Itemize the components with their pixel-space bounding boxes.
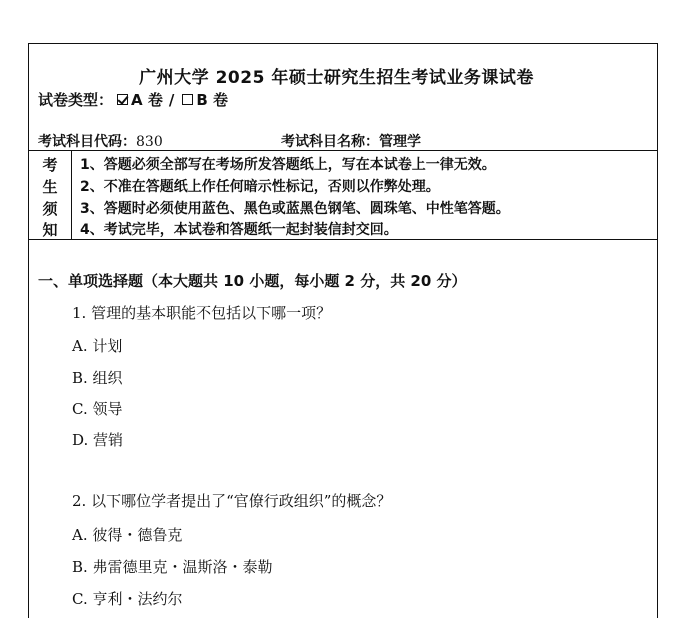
checkbox-checked-icon	[117, 94, 128, 105]
question-option: C. 领导	[72, 400, 123, 418]
question-stem: 2. 以下哪位学者提出了“官僚行政组织”的概念？	[72, 492, 392, 510]
question-option: B. 组织	[72, 369, 123, 387]
paper-type-separator: /	[168, 90, 175, 109]
question-stem: 1. 管理的基本职能不包括以下哪一项？	[72, 304, 332, 322]
question-option: D. 营销	[72, 431, 124, 449]
question-option: C. 亨利・法约尔	[72, 590, 183, 608]
question-option: A. 彼得・德鲁克	[72, 526, 183, 544]
subject-code-value: 830	[136, 134, 163, 150]
notice-item: 2、不准在答题纸上作任何暗示性标记，否则以作弊处理。	[80, 179, 440, 195]
notice-item: 4、考试完毕，本试卷和答题纸一起封装信封交回。	[80, 222, 398, 238]
paper-type-row	[38, 89, 228, 110]
notice-label-char: 生	[42, 178, 58, 196]
exam-title: 广州大学 2025 年硕士研究生招生考试业务课试卷	[139, 68, 534, 88]
checkbox-empty-icon	[182, 94, 193, 105]
notice-item: 1、答题必须全部写在考场所发答题纸上，写在本试卷上一律无效。	[80, 157, 496, 173]
section-heading: 一、单项选择题（本大题共 10 小题，每小题 2 分，共 20 分）	[38, 272, 467, 290]
notice-label-char: 知	[42, 221, 58, 239]
subject-code-label: 考试科目代码：	[38, 134, 136, 150]
paper-type-option-b: B 卷	[196, 91, 228, 109]
subject-name-value: 管理学	[379, 134, 421, 150]
paper-type-label: 试卷类型：	[38, 91, 114, 109]
subject-row	[38, 131, 648, 151]
candidate-notice-box	[28, 150, 658, 240]
subject-name-label: 考试科目名称：	[281, 134, 379, 150]
subject-name	[281, 131, 421, 151]
notice-item: 3、答题时必须使用蓝色、黑色或蓝黑色钢笔、圆珠笔、中性笔答题。	[80, 201, 510, 217]
question-option: A. 计划	[72, 337, 123, 355]
notice-label-char: 考	[42, 156, 58, 174]
notice-label-column	[28, 151, 72, 239]
notice-label-char: 须	[42, 200, 58, 218]
paper-type-option-a: A 卷	[131, 91, 163, 109]
question-option: B. 弗雷德里克・温斯洛・泰勒	[72, 558, 273, 576]
